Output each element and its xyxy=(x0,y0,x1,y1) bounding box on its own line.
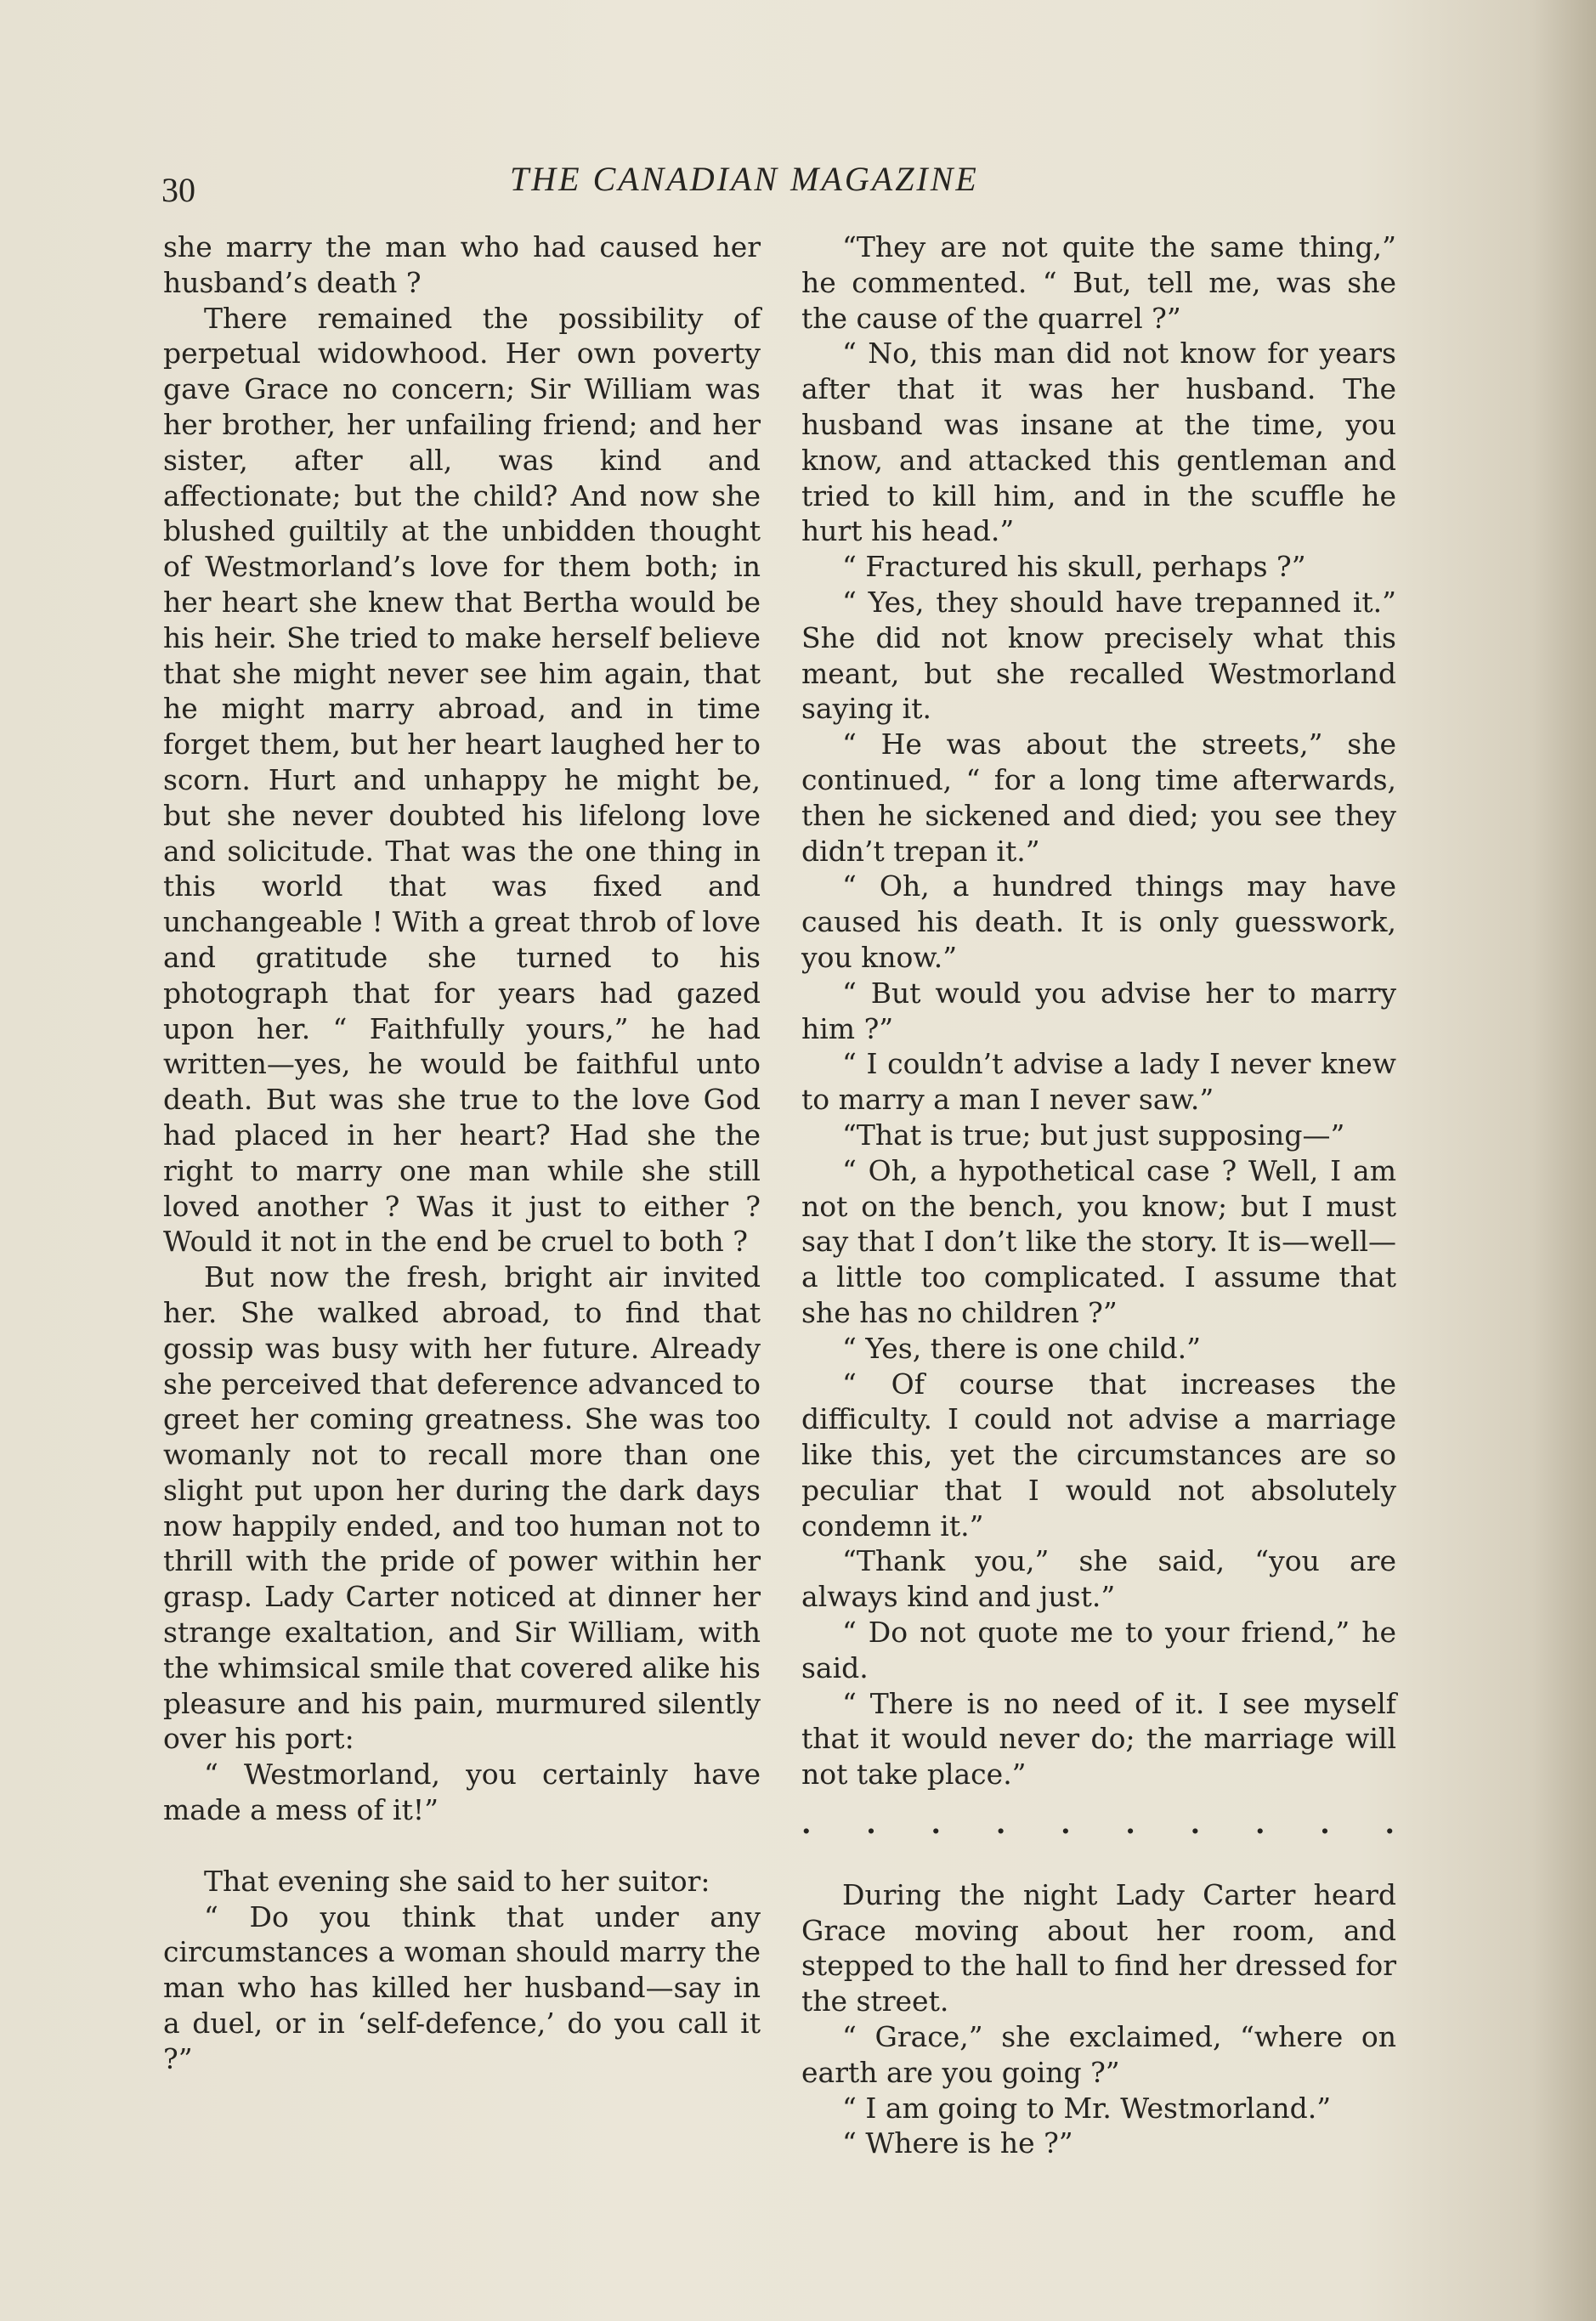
paragraph: “They are not quite the same thing,” he commented. “ But, tell me, was she the cause of the quarrel ?” xyxy=(801,230,1396,335)
paragraph: “ There is no need of it. I see myself that it would never do; the marriage will not take place.” xyxy=(801,1686,1396,1792)
paragraph: “ Oh, a hypothetical case ? Well, I am not on the bench, you know; but I must say that I don’t like the story. It is—well—a little too complicated. I assume that she has no children ?” xyxy=(801,1153,1396,1329)
paragraph: “ Yes, they should have trepanned it.” She did not know precisely what this meant, but she recalled Westmorland saying it. xyxy=(801,585,1396,726)
paragraph: “ Do you think that under any circumstances a woman should marry the man who has killed her husband—say in a duel, or in ‘self-defence,’ do you call it ?” xyxy=(163,1899,761,2075)
paragraph: “ Where is he ?” xyxy=(842,2126,1073,2160)
paragraph: she marry the man who had caused her husband’s death ? xyxy=(163,230,761,299)
paragraph: “ I am going to Mr. Westmorland.” xyxy=(842,2091,1332,2125)
paragraph: That evening she said to her suitor: xyxy=(204,1864,710,1898)
paragraph: There remained the possibility of perpetual widowhood. Her own poverty gave Grace no concern; Sir William was her brother, her unfailing friend; and her sister, after all, was kind and affectionate; but the child? And now she blushed guiltily at the unbidden thought of Westmorland’s love for them both; in her heart she knew that Bertha would be his heir. She tried to make herself believe that she might never see him again, that he might marry abroad, and in time forget them, but her heart laughed her to scorn. Hurt and unhappy he might be, but she never doubted his lifelong love and solicitude. That was the one thing in this world that was fixed and unchangeable ! With a great throb of love and gratitude she turned to his photograph that for years had gazed upon her. “ Faithfully yours,” he had written—yes, he would be faithful unto death. But was she true to the love God had placed in her heart? Had she the right to marry one man while she still loved another ? Was it just to either ? Would it not in the end be cruel to both ? xyxy=(163,301,761,1259)
paragraph: “ Grace,” she exclaimed, “where on earth are you going ?” xyxy=(801,2020,1396,2089)
paragraph: “ Oh, a hundred things may have caused his death. It is only guesswork, you know.” xyxy=(801,869,1396,974)
paragraph: “ No, this man did not know for years after that it was her husband. The husband was insane at the time, you know, and attacked this gentleman and tried to kill him, and in the scuffle he hurt his head.” xyxy=(801,337,1396,548)
page-number: 30 xyxy=(161,171,195,209)
paragraph: “ But would you advise her to marry him ?” xyxy=(801,976,1396,1045)
paragraph: “ Do not quote me to your friend,” he said. xyxy=(801,1616,1396,1684)
paragraph: During the night Lady Carter heard Grace moving about her room, and stepped to the hall to find her dressed for the street. xyxy=(801,1877,1396,2018)
paragraph: “ Yes, there is one child.” xyxy=(842,1331,1202,1365)
paragraph: “ Westmorland, you certainly have made a mess of it!” xyxy=(163,1758,761,1827)
running-head: THE CANADIAN MAGAZINE xyxy=(510,160,979,198)
right-column xyxy=(801,229,1396,2161)
paragraph: “ Of course that increases the difficulty. I could not advise a marriage like this, yet the circumstances are so peculiar that I would not absolutely condemn it.” xyxy=(801,1367,1396,1543)
section-break-dots: . . . . . . . . . . xyxy=(801,1807,1396,1841)
paragraph: “That is true; but just supposing—” xyxy=(842,1118,1345,1152)
paragraph: But now the fresh, bright air invited her. She walked abroad, to find that gossip was busy with her future. Already she perceived that deference advanced to greet her coming greatness. She was too womanly not to recall more than one slight put upon her during the dark days now happily ended, and too human not to thrill with the pride of power within her grasp. Lady Carter noticed at dinner her strange exaltation, and Sir William, with the whimsical smile that covered alike his pleasure and his pain, murmured silently over his port: xyxy=(163,1260,761,1756)
paragraph: “ He was about the streets,” she continued, “ for a long time afterwards, then he sickened and died; you see they didn’t trepan it.” xyxy=(801,727,1396,868)
paragraph: “ I couldn’t advise a lady I never knew to marry a man I never saw.” xyxy=(801,1047,1396,1117)
paragraph: “ Fractured his skull, perhaps ?” xyxy=(842,550,1306,584)
paragraph: “Thank you,” she said, “you are always kind and just.” xyxy=(801,1544,1396,1614)
left-column xyxy=(163,229,761,2077)
